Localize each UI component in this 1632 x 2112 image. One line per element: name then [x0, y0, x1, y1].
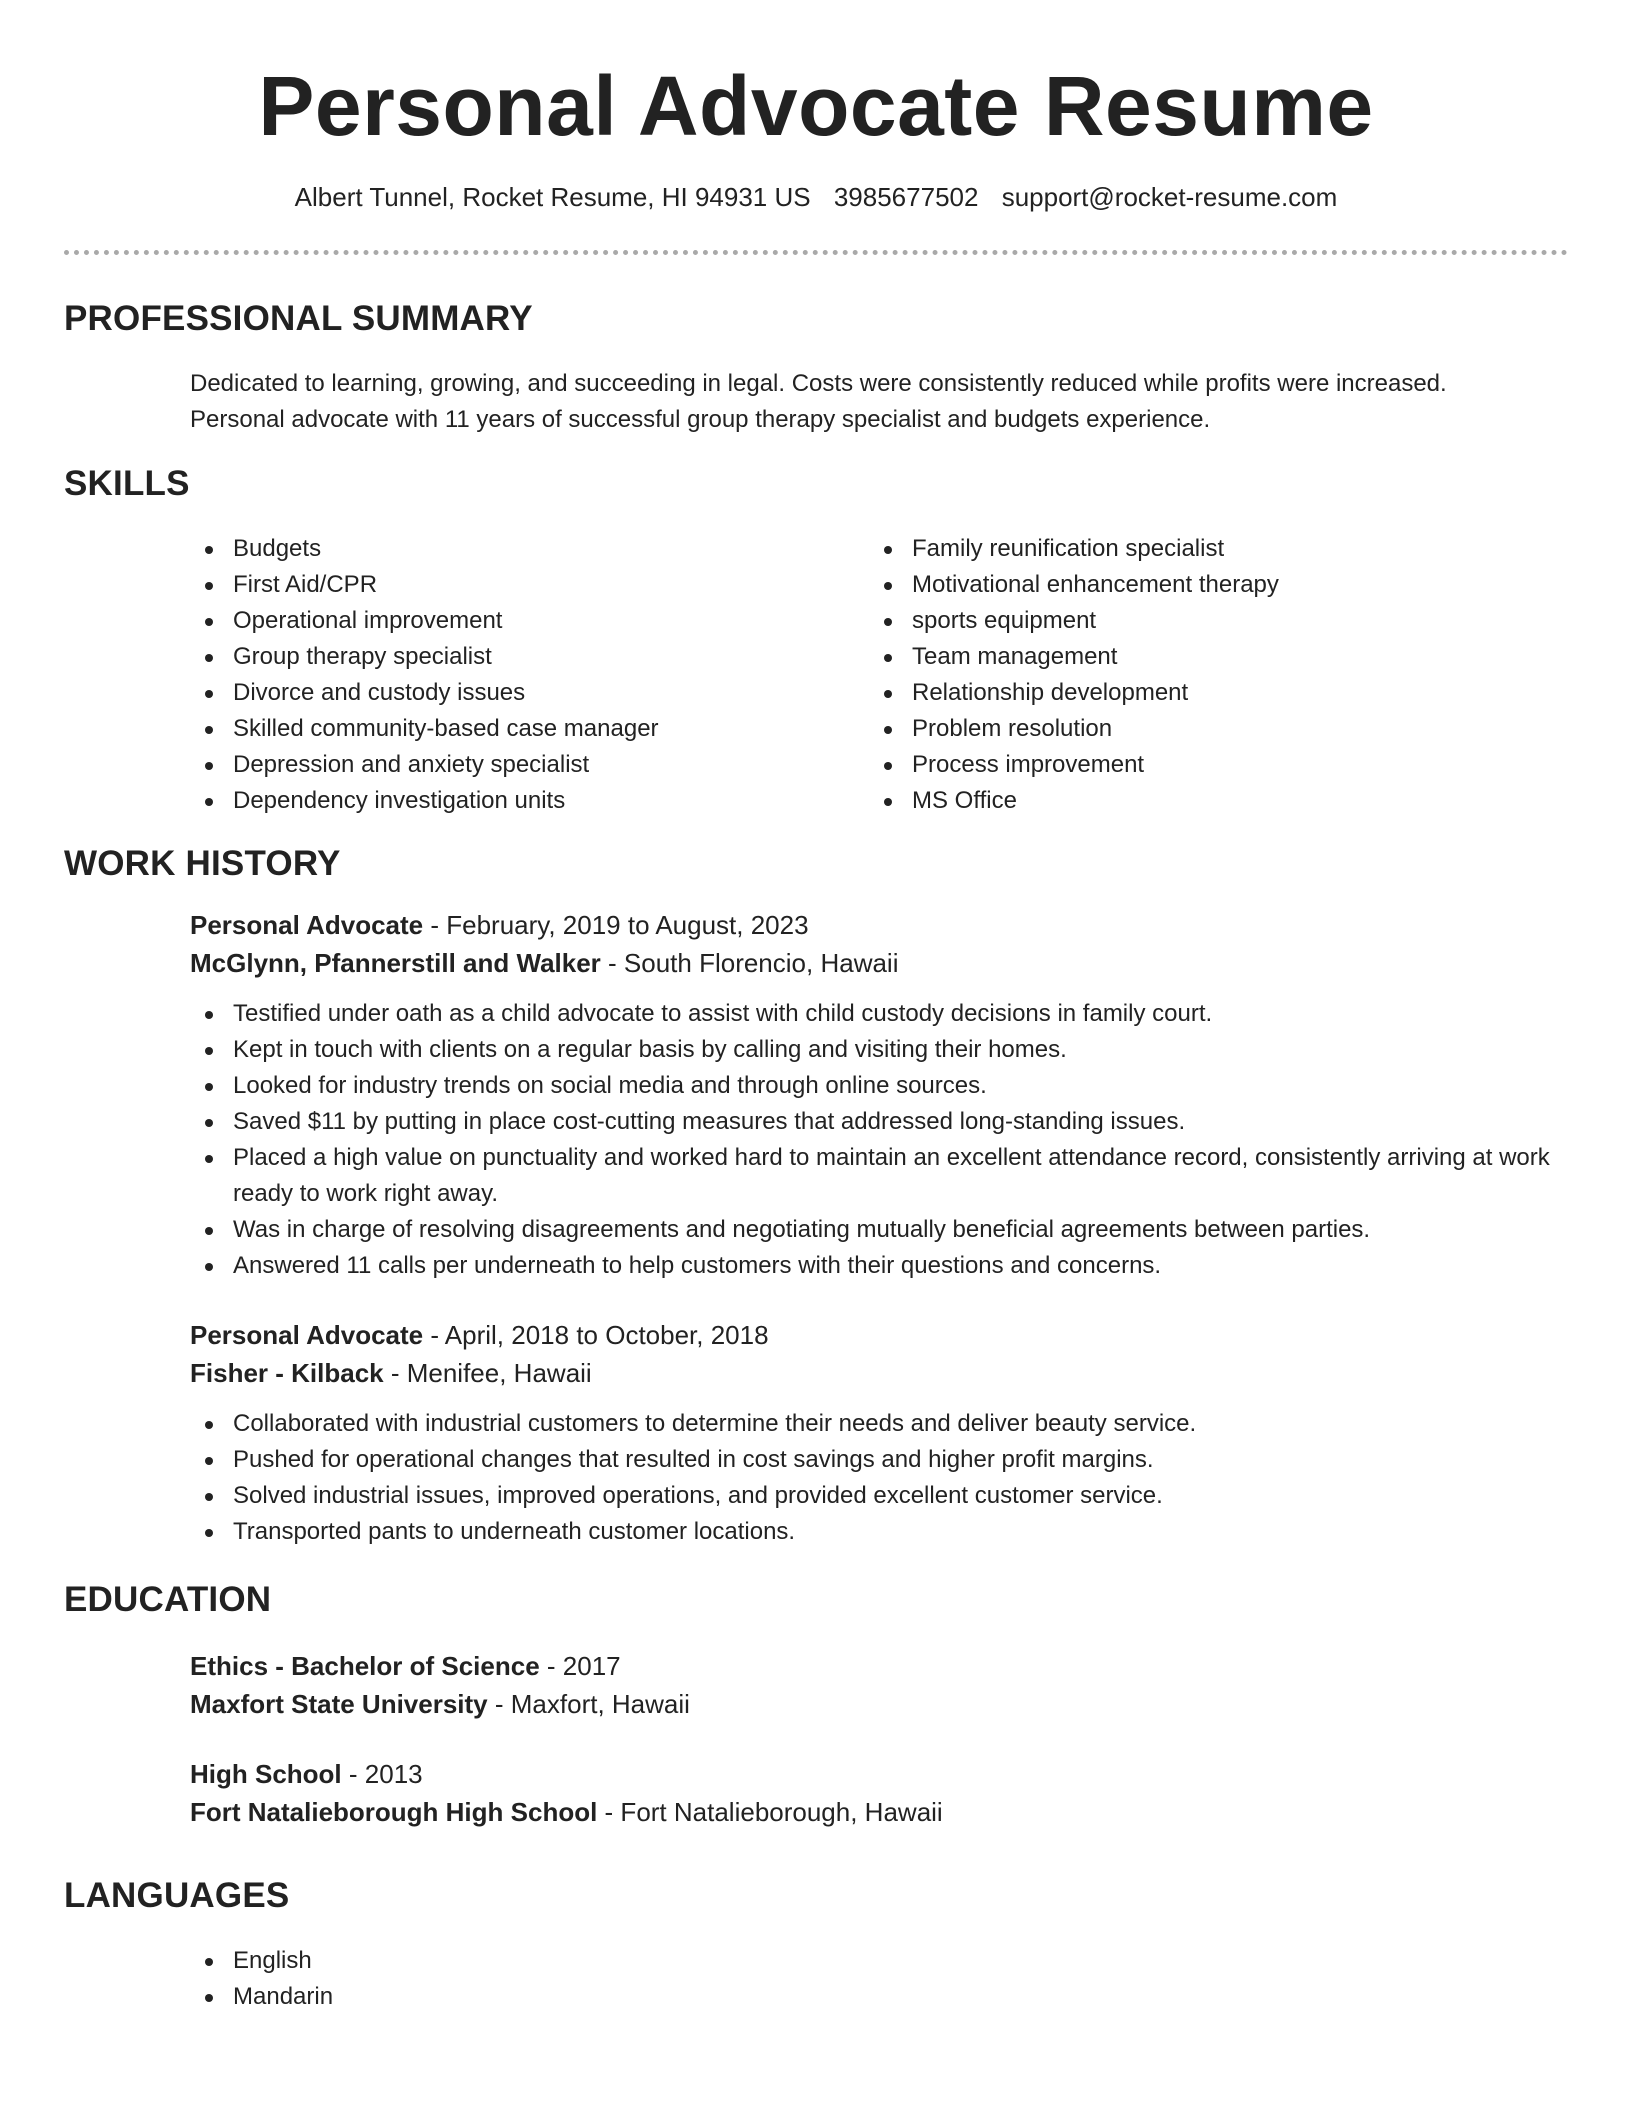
skill-item: Group therapy specialist [190, 639, 830, 675]
job-duty: Solved industrial issues, improved operations, and provided excellent customer service. [190, 1478, 1550, 1514]
education-school: Fort Natalieborough High School [190, 1797, 598, 1827]
job-duty: Placed a high value on punctuality and worked hard to maintain an excellent attendance record, consistently arriving at work ready to work right away. [190, 1140, 1550, 1212]
job-title-line [190, 906, 1570, 944]
skill-item: Problem resolution [869, 711, 1509, 747]
job-location: - Menifee, Hawaii [383, 1358, 592, 1388]
education-heading: EDUCATION [64, 1580, 272, 1619]
education-degree: Ethics - Bachelor of Science [190, 1651, 540, 1681]
job-company-line [190, 1354, 1570, 1392]
job-dates: - April, 2018 to October, 2018 [423, 1320, 769, 1350]
skill-item: Relationship development [869, 675, 1509, 711]
education-degree-line [190, 1755, 1570, 1793]
skill-item: Budgets [190, 531, 830, 567]
skills-list-left [190, 531, 830, 819]
job-location: - South Florencio, Hawaii [600, 948, 899, 978]
job-duties-list [190, 1406, 1550, 1550]
job-entry [190, 906, 1570, 1284]
resume-title: Personal Advocate Resume [258, 59, 1374, 153]
skill-item: sports equipment [869, 603, 1509, 639]
work-history-heading: WORK HISTORY [64, 844, 341, 883]
education-year: - 2017 [539, 1651, 621, 1681]
job-title-line [190, 1316, 1570, 1354]
skill-item: Divorce and custody issues [190, 675, 830, 711]
contact-phone: 3985677502 [833, 182, 979, 212]
job-entry [190, 1316, 1570, 1550]
contact-email: support@rocket-resume.com [1001, 182, 1338, 212]
skills-heading: SKILLS [64, 464, 190, 503]
job-title: Personal Advocate [190, 910, 424, 940]
job-dates: - February, 2019 to August, 2023 [423, 910, 809, 940]
skill-item: Process improvement [869, 747, 1509, 783]
skill-item: Team management [869, 639, 1509, 675]
header-divider [64, 250, 1568, 255]
job-duty: Kept in touch with clients on a regular basis by calling and visiting their homes. [190, 1032, 1550, 1068]
education-degree-line [190, 1647, 1570, 1685]
job-title: Personal Advocate [190, 1320, 424, 1350]
education-location: - Maxfort, Hawaii [487, 1689, 690, 1719]
summary-text: Dedicated to learning, growing, and succeeding in legal. Costs were consistently reduced while profits were increased. Personal advocate with 11 years of successful group therapy specialist and budgets experience. [190, 370, 1447, 433]
job-duty: Testified under oath as a child advocate to assist with child custody decisions in family court. [190, 996, 1550, 1032]
language-item: English [190, 1943, 830, 1979]
languages-list [190, 1943, 830, 2015]
job-company: Fisher - Kilback [190, 1358, 384, 1388]
languages-heading: LANGUAGES [64, 1876, 290, 1915]
skill-item: Depression and anxiety specialist [190, 747, 830, 783]
summary-heading: PROFESSIONAL SUMMARY [64, 299, 533, 338]
job-duties-list [190, 996, 1550, 1284]
contact-line [0, 180, 1632, 214]
job-company-line [190, 944, 1570, 982]
skill-item: Family reunification specialist [869, 531, 1509, 567]
job-company: McGlynn, Pfannerstill and Walker [190, 948, 601, 978]
skill-item: Dependency investigation units [190, 783, 830, 819]
skill-item: Skilled community-based case manager [190, 711, 830, 747]
education-location: - Fort Natalieborough, Hawaii [597, 1797, 943, 1827]
education-school-line [190, 1685, 1570, 1723]
job-duty: Looked for industry trends on social media and through online sources. [190, 1068, 1550, 1104]
education-entry [190, 1755, 1570, 1831]
education-year: - 2013 [341, 1759, 423, 1789]
education-school: Maxfort State University [190, 1689, 488, 1719]
job-duty: Saved $11 by putting in place cost-cutting measures that addressed long-standing issues. [190, 1104, 1550, 1140]
job-duty: Transported pants to underneath customer locations. [190, 1514, 1550, 1550]
job-duty: Collaborated with industrial customers to determine their needs and deliver beauty service. [190, 1406, 1550, 1442]
education-degree: High School [190, 1759, 342, 1789]
education-entry [190, 1647, 1570, 1723]
skills-list-right [869, 531, 1509, 819]
skill-item: MS Office [869, 783, 1509, 819]
job-duty: Was in charge of resolving disagreements and negotiating mutually beneficial agreements between parties. [190, 1212, 1550, 1248]
job-duty: Answered 11 calls per underneath to help customers with their questions and concerns. [190, 1248, 1550, 1284]
language-item: Mandarin [190, 1979, 830, 2015]
skill-item: First Aid/CPR [190, 567, 830, 603]
skill-item: Operational improvement [190, 603, 830, 639]
contact-address: Albert Tunnel, Rocket Resume, HI 94931 US [294, 182, 811, 212]
skill-item: Motivational enhancement therapy [869, 567, 1509, 603]
education-school-line [190, 1793, 1570, 1831]
job-duty: Pushed for operational changes that resulted in cost savings and higher profit margins. [190, 1442, 1550, 1478]
